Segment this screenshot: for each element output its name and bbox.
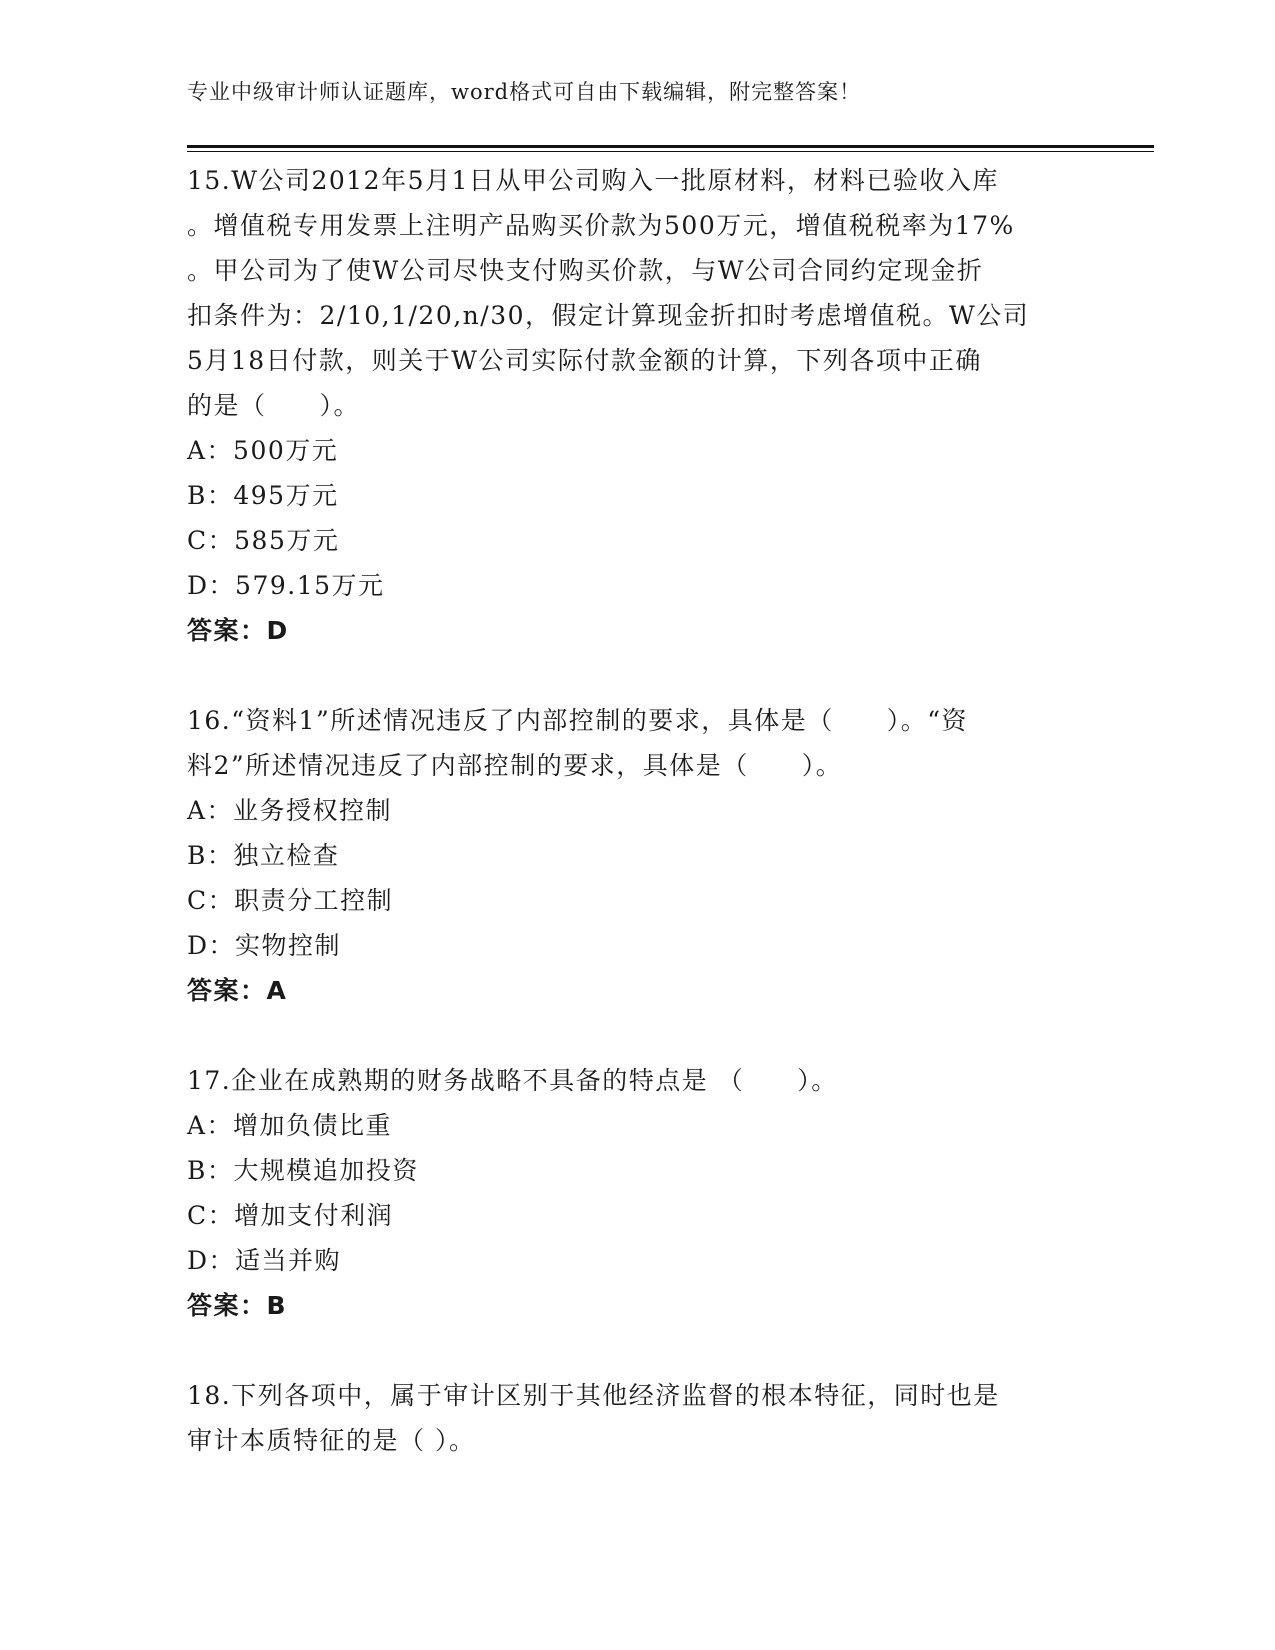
answer: 答案：D [187, 616, 289, 645]
question-spacer [187, 1328, 1087, 1373]
question-spacer [187, 653, 1087, 698]
question-stem-line: 扣条件为：2/10,1/20,n/30，假定计算现金折扣时考虑增值税。W公司 [187, 301, 1030, 330]
question-stem-line: 料2”所述情况违反了内部控制的要求，具体是（ ）。 [187, 751, 843, 780]
option-b: B：495万元 [187, 481, 339, 510]
option-d: D：579.15万元 [187, 571, 385, 600]
option-b: B：大规模追加投资 [187, 1156, 419, 1185]
question-16 [187, 698, 1087, 1013]
question-stem-line: 18.下列各项中，属于审计区别于其他经济监督的根本特征，同时也是 [187, 1381, 1000, 1410]
question-spacer [187, 1013, 1087, 1058]
question-stem-line: 审计本质特征的是（ ）。 [187, 1426, 476, 1455]
question-stem-line: 16.“资料1”所述情况违反了内部控制的要求，具体是（ ）。“资 [187, 706, 969, 735]
question-stem-line: 17.企业在成熟期的财务战略不具备的特点是 （ ）。 [187, 1066, 838, 1095]
question-17 [187, 1058, 1087, 1328]
question-15 [187, 158, 1087, 653]
page-header: 专业中级审计师认证题库，word格式可自由下载编辑，附完整答案！ [187, 80, 862, 104]
option-d: D：适当并购 [187, 1246, 342, 1275]
option-a: A：增加负债比重 [187, 1111, 393, 1140]
question-18 [187, 1373, 1087, 1463]
question-stem-line: 5月18日付款，则关于W公司实际付款金额的计算，下列各项中正确 [187, 346, 982, 375]
option-a: A：业务授权控制 [187, 796, 393, 825]
option-d: D：实物控制 [187, 931, 342, 960]
header-rule-thin [187, 151, 1154, 152]
option-c: C：585万元 [187, 526, 340, 555]
option-c: C：职责分工控制 [187, 886, 394, 915]
option-c: C：增加支付利润 [187, 1201, 394, 1230]
question-stem-line: 的是（ ）。 [187, 391, 361, 420]
option-b: B：独立检查 [187, 841, 340, 870]
header-rule-thick [187, 145, 1154, 148]
question-list [187, 158, 1087, 1463]
question-stem-line: 。甲公司为了使W公司尽快支付购买价款，与W公司合同约定现金折 [187, 256, 984, 285]
question-stem-line: 。增值税专用发票上注明产品购买价款为500万元，增值税税率为17% [187, 211, 1015, 240]
answer: 答案：B [187, 1291, 288, 1320]
option-a: A：500万元 [187, 436, 339, 465]
question-stem-line: 15.W公司2012年5月1日从甲公司购入一批原材料，材料已验收入库 [187, 166, 999, 195]
answer: 答案：A [187, 976, 288, 1005]
